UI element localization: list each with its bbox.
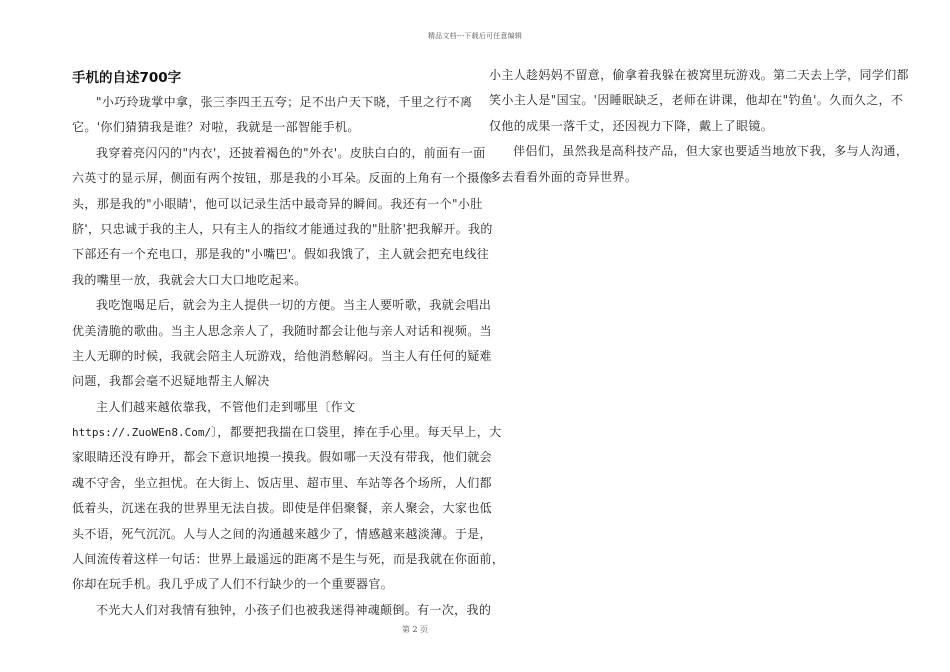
- right-column: [489, 66, 909, 193]
- text-line: 优美清脆的歌曲。当主人思念亲人了，我随时都会让他与亲人对话和视频。当: [72, 323, 492, 338]
- text-line: 人间流传着这样一句话：世界上最遥远的距离不是生与死，而是我就在你面前，: [72, 552, 505, 567]
- text-line-with-link: [72, 423, 502, 448]
- text-line: "小巧玲珑掌中拿，张三李四王五夸；足不出户天下晓，千里之行不离: [96, 95, 473, 109]
- text-line: 头不语，死气沉沉。人与人之间的沟通越来越少了，情感越来越淡薄。于是，: [72, 526, 492, 541]
- document-title: 手机的自述700字: [72, 70, 182, 86]
- text-line: 头，那是我的"小眼睛'，他可以记录生活中最奇异的瞬间。我还有一个"小肚: [72, 196, 483, 211]
- text-line: 不光大人们对我情有独钟，小孩子们也被我迷得神魂颠倒。有一次，我的: [96, 602, 492, 617]
- text-line: 仅他的成果一落千丈，还因视力下降，戴上了眼镜。: [489, 118, 774, 133]
- text-line: 主人们越来越依靠我，不管他们走到哪里〔作文: [96, 399, 356, 414]
- text-line: 低着头，沉迷在我的世界里无法自拔。即使是伴侣聚餐，亲人聚会，大家也低: [72, 501, 492, 516]
- text-line: 问题，我都会毫不迟疑地帮主人解决: [72, 374, 270, 389]
- text-line: 伴侣们，虽然我是高科技产品，但大家也要适当地放下我，多与人沟通，: [513, 144, 909, 159]
- text-line: 多去看看外面的奇异世界。: [489, 169, 638, 184]
- text-line: 魂不守舍，坐立担忧。在大街上、饭店里、超市里、车站等各个场所，人们都: [72, 475, 492, 490]
- article-url-link[interactable]: https://.ZuoWEn8.Com/: [72, 426, 212, 440]
- text-line: 它。'你们猜猜我是谁？对啦，我就是一部智能手机。: [72, 120, 360, 135]
- text-line: 你却在玩手机。我几乎成了人们不行缺少的一个重要器官。: [72, 577, 394, 592]
- text-line: 小主人趁妈妈不留意，偷拿着我躲在被窝里玩游戏。第二天去上学，同学们都: [489, 68, 909, 82]
- text-line: 脐'，只忠诚于我的主人，只有主人的指纹才能通过我的"肚脐'把我解开。我的: [72, 221, 493, 236]
- page-header: 精品文档---下载后可任意编辑: [427, 32, 523, 40]
- text-line: 我吃饱喝足后，就会为主人提供一切的方便。当主人要听歌，我就会唱出: [96, 298, 492, 313]
- page-number: 第 2 页: [401, 625, 429, 634]
- text-line: 下部还有一个充电口，那是我的"小嘴巴'。假如我饿了，主人就会把充电线往: [72, 247, 490, 262]
- text-line: 我的嘴里一放，我就会大口大口地吃起来。: [72, 272, 307, 287]
- text-line: 我穿着亮闪闪的"内衣'，还披着褐色的"外衣'。皮肤白白的，前面有一面: [96, 145, 486, 160]
- left-column: [72, 93, 505, 626]
- text-line-rest: 〕，都要把我揣在口袋里，捧在手心里。每天早上，大: [211, 425, 502, 440]
- text-line: 主人无聊的时候，我就会陪主人玩游戏，给他消愁解闷。当主人有任何的疑难: [72, 348, 492, 363]
- text-line: 家眼睛还没有睁开，都会下意识地摸一摸我。假如哪一天没有带我，他们就会: [72, 450, 492, 465]
- text-line: 六英寸的显示屏，侧面有两个按钮，那是我的小耳朵。反面的上角有一个摄像: [72, 171, 492, 186]
- text-line: 笑小主人是"国宝。'因睡眠缺乏，老师在讲课，他却在"钓鱼'。久而久之，不: [489, 93, 904, 108]
